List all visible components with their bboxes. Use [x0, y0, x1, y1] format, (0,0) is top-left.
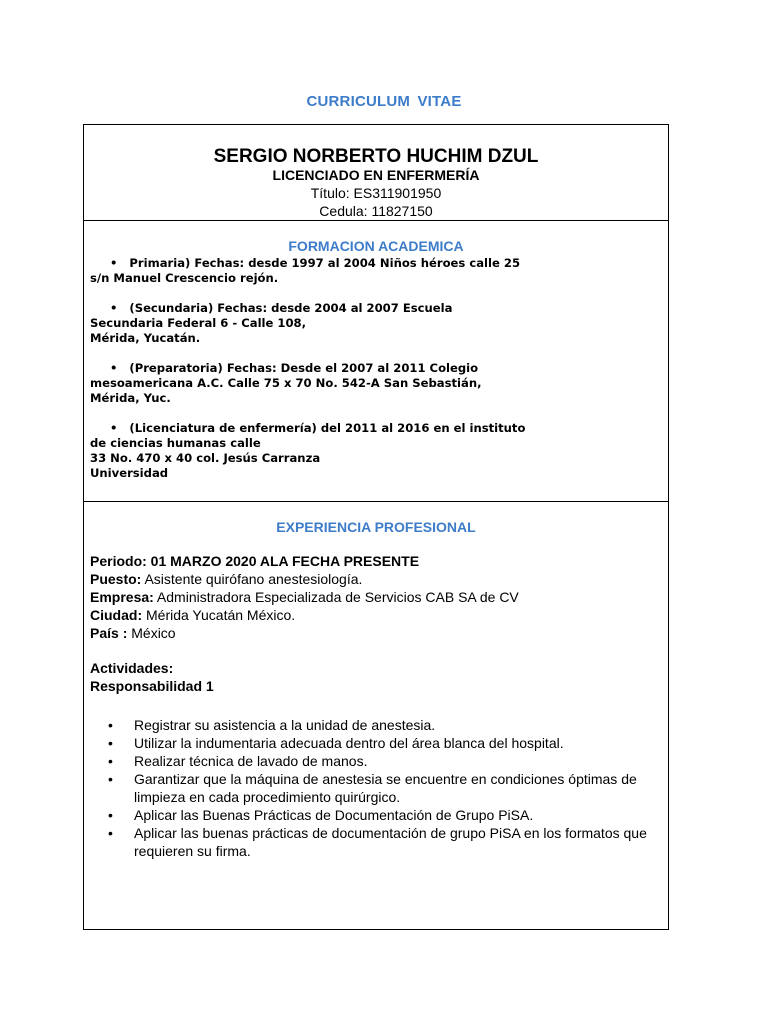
list-item: • Realizar técnica de lavado de manos.	[104, 752, 664, 770]
list-item: • Aplicar las buenas prácticas de documentación de grupo PiSA en los formatos que requieren su firma.	[104, 824, 664, 860]
actividades-heading: Actividades:	[90, 660, 174, 676]
education-item-rest: de ciencias humanas calle 33 No. 470 x 40 col. Jesús Carranza Universidad	[90, 436, 321, 480]
education-title: FORMACION ACADEMICA	[288, 238, 464, 254]
list-item: • Utilizar la indumentaria adecuada dentro del área blanca del hospital.	[104, 734, 664, 752]
education-item-first-line: (Secundaria) Fechas: desde 2004 al 2007 Escuela	[129, 301, 453, 315]
education-item-first-line: (Preparatoria) Fechas: Desde el 2007 al 2011 Colegio	[129, 361, 479, 375]
cedula: Cedula: 11827150	[319, 203, 433, 219]
cv-frame	[83, 124, 669, 930]
education-item	[90, 301, 590, 346]
empresa: Empresa: Administradora Especializada de Servicios CAB SA de CV	[90, 589, 519, 605]
education-section	[84, 221, 668, 502]
header-section	[84, 125, 668, 221]
education-item	[90, 361, 590, 406]
titulo: Título: ES311901950	[310, 185, 442, 201]
bullet-icon: •	[110, 256, 118, 270]
list-item: • Registrar su asistencia a la unidad de anestesia.	[104, 716, 664, 734]
education-item-rest: s/n Manuel Crescencio rejón.	[90, 271, 279, 285]
degree: LICENCIADO EN ENFERMERÍA	[272, 167, 480, 183]
experience-title: EXPERIENCIA PROFESIONAL	[276, 519, 476, 535]
education-item-rest: Secundaria Federal 6 - Calle 108, Mérida, Yucatán.	[90, 316, 307, 345]
bullet-icon: •	[110, 361, 118, 375]
responsibility-list	[104, 716, 664, 860]
document-title: CURRICULUM VITAE	[306, 93, 462, 110]
education-item	[90, 421, 590, 481]
ciudad: Ciudad: Mérida Yucatán México.	[90, 607, 296, 623]
list-item: • Garantizar que la máquina de anestesia se encuentre en condiciones óptimas de limpieza en cada procedimiento quirúrgico.	[104, 770, 664, 806]
experience-section	[84, 502, 668, 930]
education-item-first-line: (Licenciatura de enfermería) del 2011 al 2016 en el instituto	[129, 421, 526, 435]
education-item-first-line: Primaria) Fechas: desde 1997 al 2004 Niños héroes calle 25	[129, 256, 521, 270]
education-item-rest: mesoamericana A.C. Calle 75 x 70 No. 542-A San Sebastián, Mérida, Yuc.	[90, 376, 482, 405]
puesto: Puesto: Asistente quirófano anestesiología.	[90, 571, 363, 587]
bullet-icon: •	[110, 421, 118, 435]
responsabilidad-heading: Responsabilidad 1	[90, 678, 214, 694]
education-item	[90, 256, 590, 286]
bullet-icon: •	[110, 301, 118, 315]
list-item: • Aplicar las Buenas Prácticas de Documentación de Grupo PiSA.	[104, 806, 664, 824]
pais: País : México	[90, 625, 176, 641]
periodo: Periodo: 01 MARZO 2020 ALA FECHA PRESENTE	[90, 553, 420, 569]
person-name: SERGIO NORBERTO HUCHIM DZUL	[213, 146, 539, 167]
